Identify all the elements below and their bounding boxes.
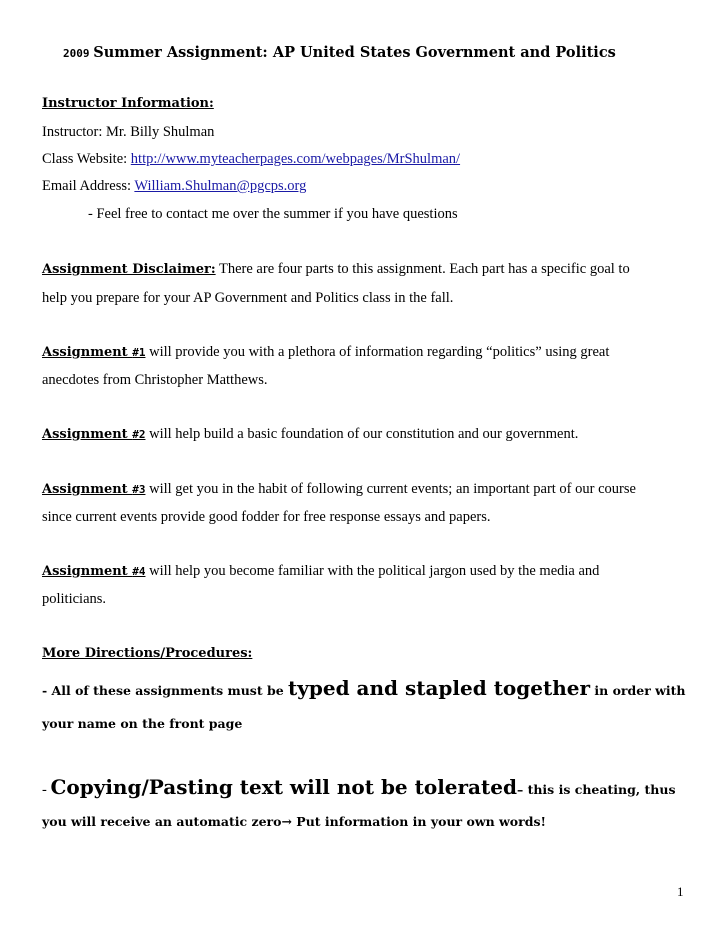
assignment-4-line2: politicians. <box>42 591 107 607</box>
assignment-1-text: will provide you with a plethora of information regarding “politics” using great <box>145 344 610 360</box>
direction-1-line1 <box>42 676 686 700</box>
direction-2-line2 <box>42 814 546 831</box>
direction-2-line2a: you will receive an automatic zero <box>42 814 282 829</box>
assignment-2-number: #2 <box>132 428 146 441</box>
direction-2-emphasis: Copying/Pasting text will not be tolerated <box>50 775 517 799</box>
direction-1-line2: your name on the front page <box>42 716 243 731</box>
direction-2-dash: - <box>42 782 51 798</box>
assignment-1-number: #1 <box>132 346 146 359</box>
direction-2-line1 <box>42 775 676 799</box>
directions-heading: More Directions/Procedures: <box>42 646 253 661</box>
disclaimer-line1 <box>42 261 630 278</box>
direction-1-prefix: - All of these assignments must be <box>42 683 289 698</box>
assignment-4-label: Assignment <box>42 564 133 579</box>
email-link[interactable]: William.Shulman@pgcps.org <box>134 178 307 194</box>
title-text: Summer Assignment: AP United States Government and Politics <box>93 44 616 61</box>
disclaimer-text1: There are four parts to this assignment. Each part has a specific goal to <box>215 261 630 277</box>
direction-2-suffix: – this is cheating, thus <box>516 782 676 797</box>
assignment-3-label: Assignment <box>42 482 133 497</box>
assignment-4-text: will help you become familiar with the political jargon used by the media and <box>145 563 600 579</box>
page-title <box>63 44 616 62</box>
instructor-heading: Instructor Information: <box>42 96 214 111</box>
email-line <box>42 178 306 195</box>
assignment-3-line2: since current events provide good fodder for free response essays and papers. <box>42 509 491 525</box>
arrow-right-icon: → <box>281 814 292 829</box>
contact-note: - Feel free to contact me over the summer if you have questions <box>88 206 458 222</box>
direction-1-suffix: in order with <box>590 683 686 698</box>
instructor-name: Mr. Billy Shulman <box>106 124 215 140</box>
website-line <box>42 151 460 168</box>
assignment-2-text: will help build a basic foundation of our constitution and our government. <box>145 426 579 442</box>
assignment-3-text: will get you in the habit of following current events; an important part of our course <box>145 481 636 497</box>
disclaimer-line2: help you prepare for your AP Government and Politics class in the fall. <box>42 290 454 306</box>
assignment-4-number: #4 <box>132 565 146 578</box>
direction-2-line2b: Put information in your own words! <box>291 814 546 829</box>
website-link[interactable]: http://www.myteacherpages.com/webpages/MrShulman/ <box>130 151 461 167</box>
assignment-2-label: Assignment <box>42 427 133 442</box>
email-label: Email Address: <box>42 178 135 194</box>
instructor-label: Instructor: <box>42 124 107 140</box>
assignment-1-line2: anecdotes from Christopher Matthews. <box>42 372 268 388</box>
disclaimer-heading: Assignment Disclaimer: <box>42 262 216 277</box>
assignment-1-line1 <box>42 344 609 361</box>
direction-1-emphasis: typed and stapled together <box>288 676 591 700</box>
assignment-4-line1 <box>42 563 599 580</box>
title-year: 2009 <box>63 47 90 60</box>
assignment-3-line1 <box>42 481 636 498</box>
website-label: Class Website: <box>42 151 131 167</box>
assignment-1-label: Assignment <box>42 345 133 360</box>
instructor-line <box>42 124 214 141</box>
page-number: 1 <box>677 884 684 899</box>
assignment-3-number: #3 <box>132 483 146 496</box>
assignment-2-line1 <box>42 426 578 443</box>
